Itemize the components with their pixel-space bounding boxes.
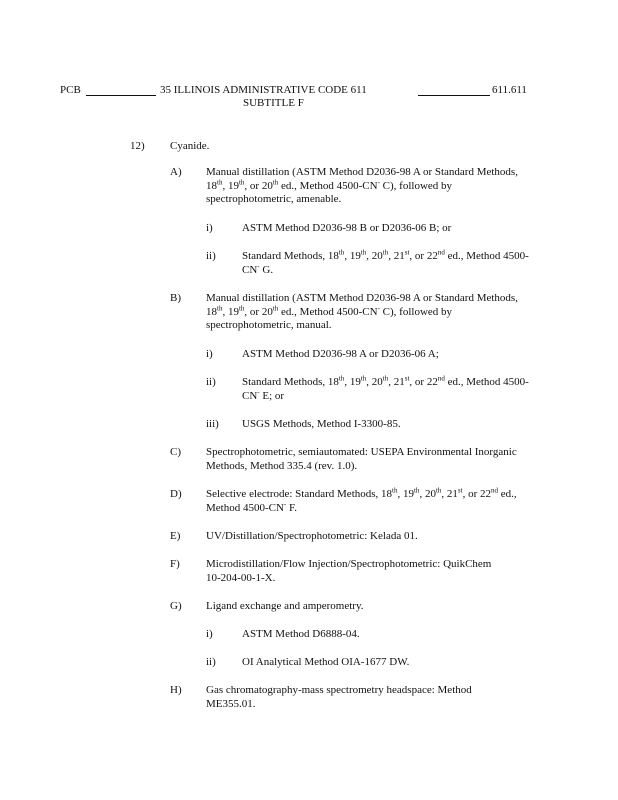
- header-code-title: 35 ILLINOIS ADMINISTRATIVE CODE 611: [160, 84, 367, 96]
- item-G-label: G): [170, 600, 182, 612]
- item-G-i-label: i): [206, 628, 213, 640]
- header-section: 611.611: [492, 84, 527, 96]
- item-A-label: A): [170, 166, 182, 178]
- item-E-text: UV/Distillation/Spectrophotometric: Kelada 01.: [206, 530, 418, 542]
- header-subtitle: SUBTITLE F: [243, 97, 304, 109]
- item-E-label: E): [170, 530, 181, 542]
- item-12-title: Cyanide.: [170, 140, 210, 152]
- header-agency: PCB: [60, 84, 81, 96]
- item-A-text: Manual distillation (ASTM Method D2036-98 A or Standard Methods, 18th, 19th, or 20th ed., Method 4500-CN- C), followed by spectrophotometric, amenable.: [206, 166, 518, 205]
- item-G-ii-label: ii): [206, 656, 216, 668]
- item-A-ii-text: Standard Methods, 18th, 19th, 20th, 21st, or 22nd ed., Method 4500-CN- G.: [242, 248, 529, 276]
- item-G-ii-text: OI Analytical Method OIA-1677 DW.: [242, 656, 410, 668]
- item-B-iii-text: USGS Methods, Method I-3300-85.: [242, 418, 401, 430]
- item-B-iii-label: iii): [206, 418, 219, 430]
- item-A-ii-label: ii): [206, 250, 216, 262]
- item-B-i-label: i): [206, 348, 213, 360]
- item-H-label: H): [170, 684, 182, 696]
- item-D-text: Selective electrode: Standard Methods, 18th, 19th, 20th, 21st, or 22nd ed., Method 4500-CN- F.: [206, 486, 517, 514]
- item-F-text: Microdistillation/Flow Injection/Spectrophotometric: QuikChem 10-204-00-1-X.: [206, 558, 492, 584]
- item-F-label: F): [170, 558, 180, 570]
- item-H-text: Gas chromatography-mass spectrometry headspace: Method ME355.01.: [206, 684, 472, 710]
- item-B-label: B): [170, 292, 181, 304]
- item-C-text: Spectrophotometric, semiautomated: USEPA Environmental Inorganic Methods, Method 335.4 (rev. 1.0).: [206, 446, 517, 472]
- item-G-i-text: ASTM Method D6888-04.: [242, 628, 360, 640]
- header-rule-left: [86, 95, 156, 96]
- item-B-i-text: ASTM Method D2036-98 A or D2036-06 A;: [242, 348, 439, 360]
- item-G-text: Ligand exchange and amperometry.: [206, 600, 364, 612]
- item-B-text: Manual distillation (ASTM Method D2036-98 A or Standard Methods, 18th, 19th, or 20th ed., Method 4500-CN- C), followed by spectrophotometric, manual.: [206, 292, 518, 331]
- item-A-i-label: i): [206, 222, 213, 234]
- header-rule-right: [418, 95, 490, 96]
- item-A-i-text: ASTM Method D2036-98 B or D2036-06 B; or: [242, 222, 452, 234]
- item-B-ii-label: ii): [206, 376, 216, 388]
- item-C-label: C): [170, 446, 181, 458]
- item-B-ii-text: Standard Methods, 18th, 19th, 20th, 21st, or 22nd ed., Method 4500-CN- E; or: [242, 374, 529, 402]
- item-D-label: D): [170, 488, 182, 500]
- item-12-label: 12): [130, 140, 145, 152]
